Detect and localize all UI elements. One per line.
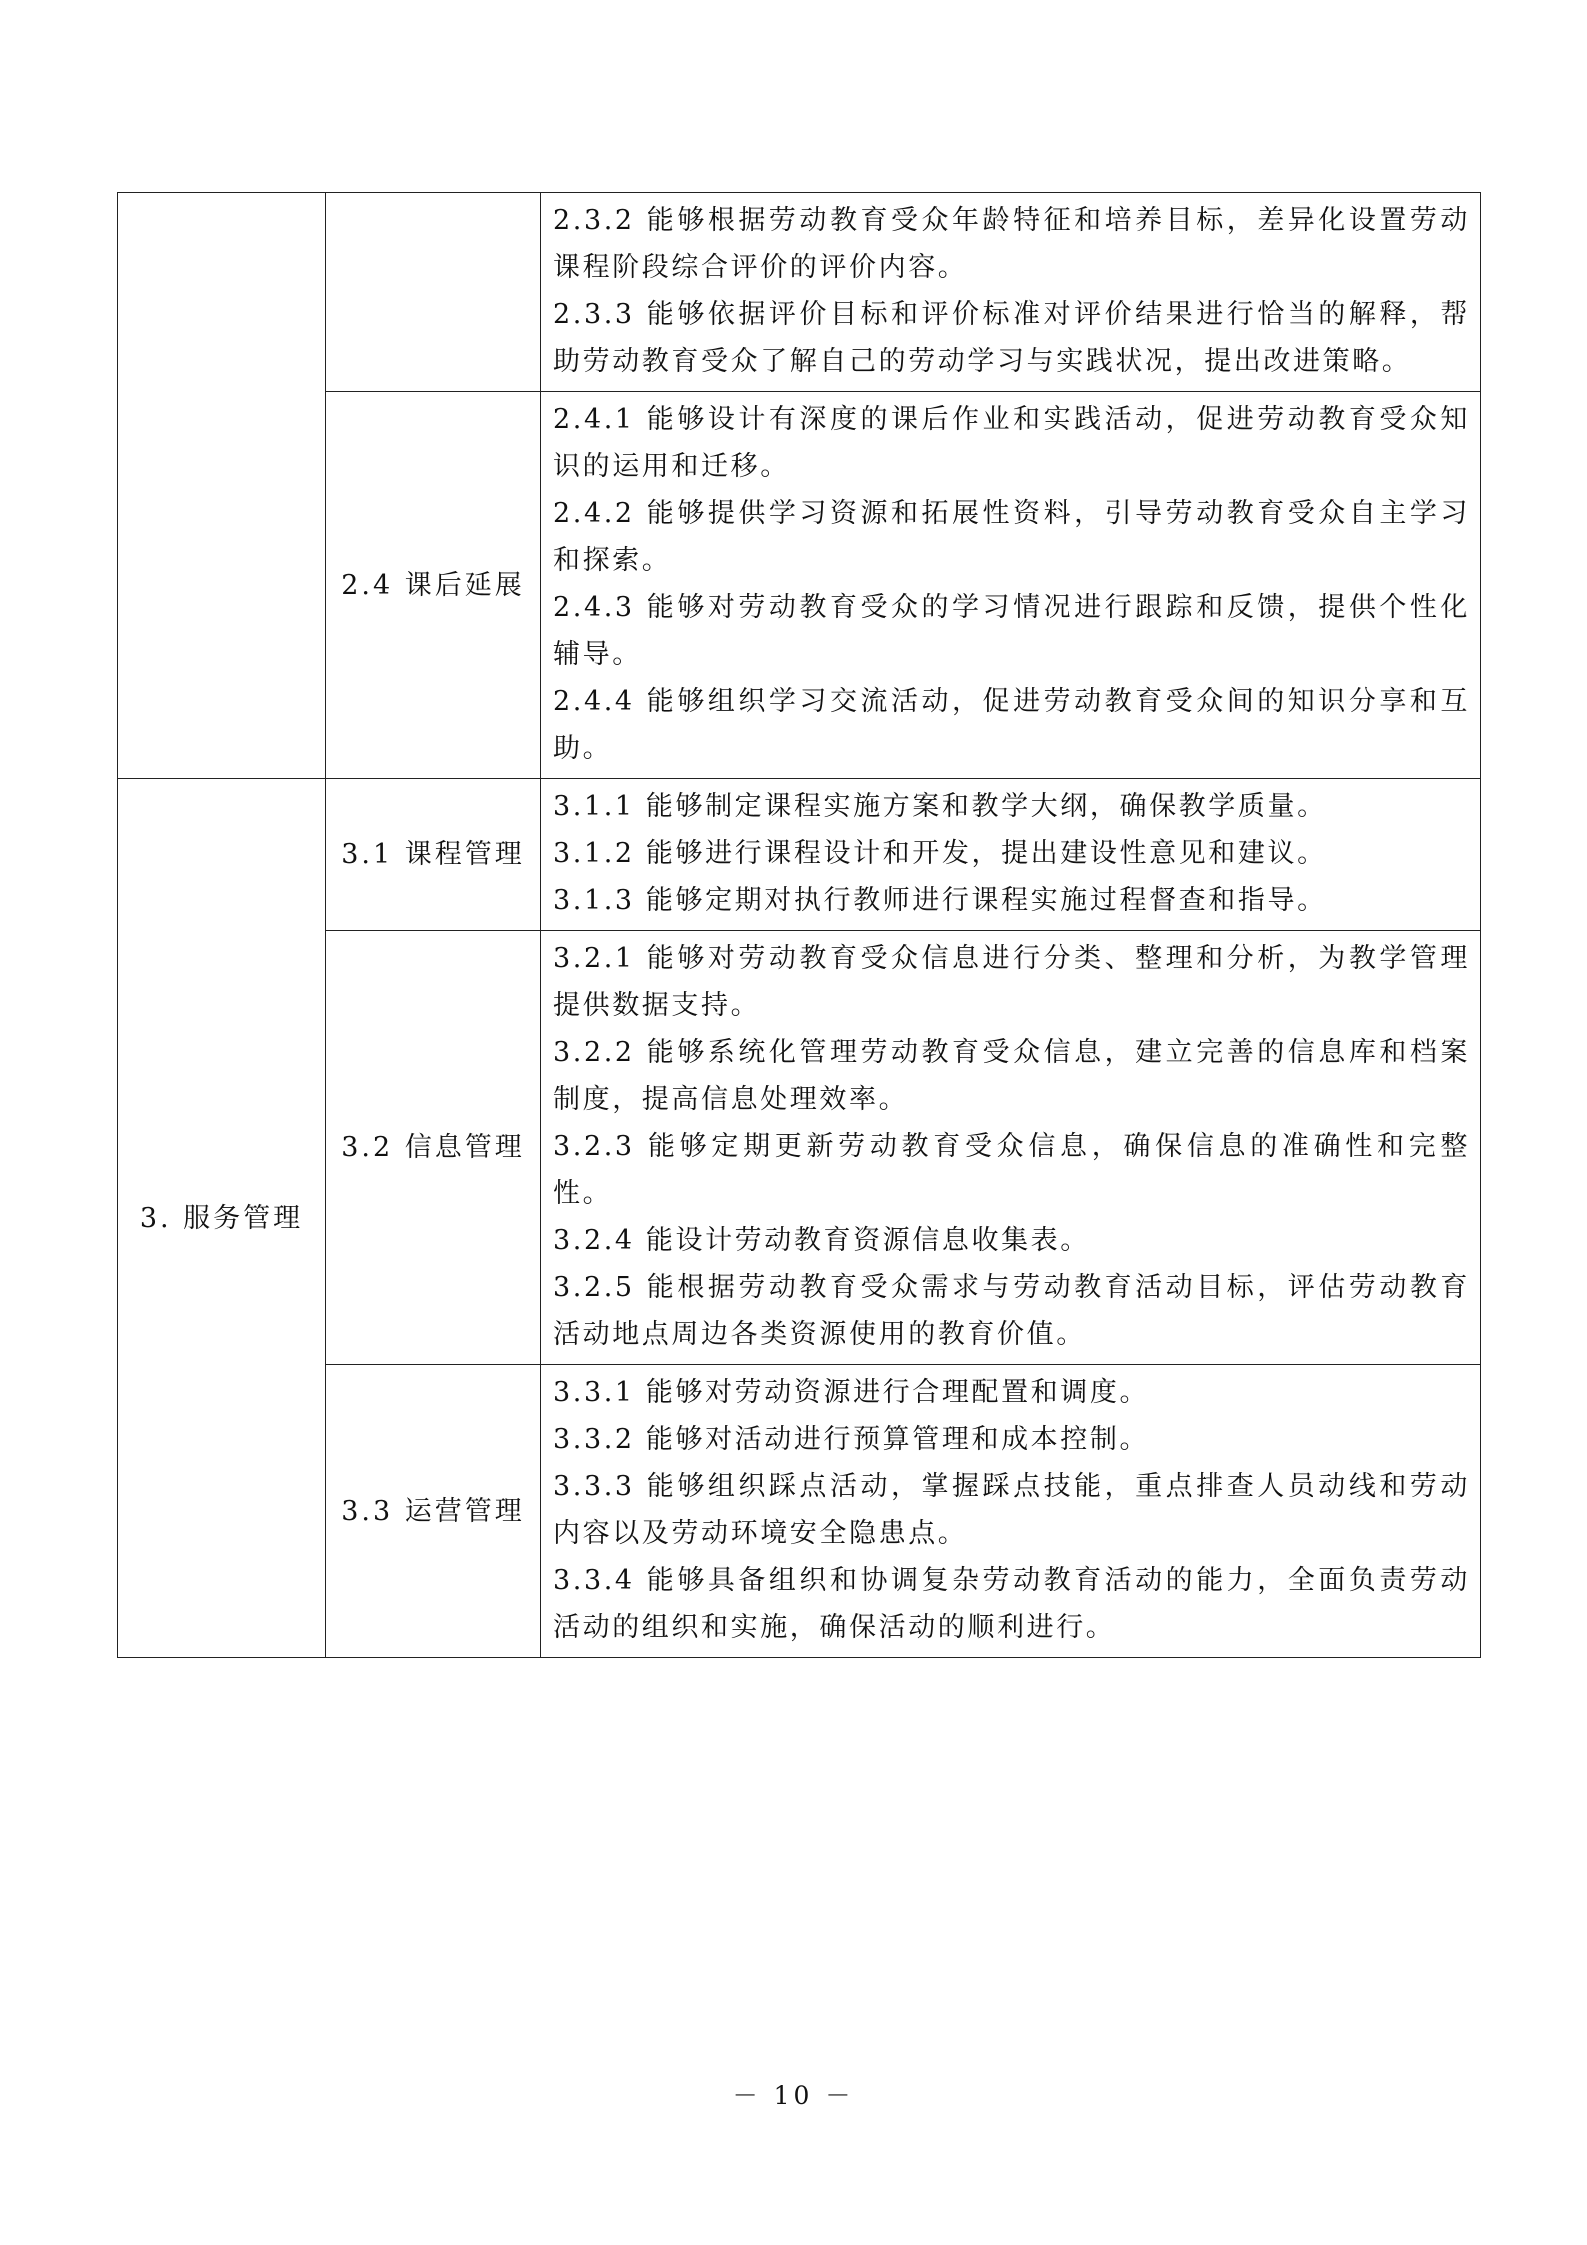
- item-3-2-5: 3.2.5 能根据劳动教育受众需求与劳动教育活动目标，评估劳动教育活动地点周边各类资源使用的教育价值。: [553, 1272, 1470, 1350]
- subcategory-label: 3.1 课程管理: [341, 839, 525, 870]
- items-cell: [541, 779, 1481, 931]
- category-label: 3. 服务管理: [139, 1202, 304, 1234]
- item-3-2-4: 3.2.4 能设计劳动教育资源信息收集表。: [553, 1225, 1090, 1256]
- table-row: [118, 779, 1481, 931]
- competency-table: [117, 192, 1481, 1658]
- item-2-4-4: 2.4.4 能够组织学习交流活动，促进劳动教育受众间的知识分享和互助。: [553, 686, 1470, 764]
- items-cell: [541, 1365, 1481, 1658]
- item-3-1-2: 3.1.2 能够进行课程设计和开发，提出建设性意见和建议。: [553, 838, 1327, 869]
- subcategory-cell-2-4: [326, 392, 541, 779]
- item-2-4-1: 2.4.1 能够设计有深度的课后作业和实践活动，促进劳动教育受众知识的运用和迁移。: [553, 404, 1470, 482]
- items-cell: [541, 392, 1481, 779]
- items-cell: [541, 931, 1481, 1365]
- subcategory-label: 3.2 信息管理: [341, 1132, 525, 1163]
- item-2-4-3: 2.4.3 能够对劳动教育受众的学习情况进行跟踪和反馈，提供个性化辅导。: [553, 592, 1470, 670]
- subcategory-label: 2.4 课后延展: [341, 569, 525, 601]
- item-2-4-2: 2.4.2 能够提供学习资源和拓展性资料，引导劳动教育受众自主学习和探索。: [553, 498, 1470, 576]
- item-3-3-2: 3.3.2 能够对活动进行预算管理和成本控制。: [553, 1424, 1150, 1455]
- item-3-1-1: 3.1.1 能够制定课程实施方案和教学大纲，确保教学质量。: [553, 791, 1327, 822]
- items-cell: [541, 193, 1481, 392]
- item-3-3-1: 3.3.1 能够对劳动资源进行合理配置和调度。: [553, 1377, 1150, 1408]
- item-3-2-3: 3.2.3 能够定期更新劳动教育受众信息，确保信息的准确性和完整性。: [553, 1131, 1470, 1209]
- category-cell-continued: [118, 193, 326, 779]
- item-2-3-2: 2.3.2 能够根据劳动教育受众年龄特征和培养目标，差异化设置劳动课程阶段综合评价的评价内容。: [553, 205, 1470, 283]
- item-3-2-1: 3.2.1 能够对劳动教育受众信息进行分类、整理和分析，为教学管理提供数据支持。: [553, 943, 1470, 1021]
- subcategory-cell-3-2: [326, 931, 541, 1365]
- item-3-3-4: 3.3.4 能够具备组织和协调复杂劳动教育活动的能力，全面负责劳动活动的组织和实施，确保活动的顺利进行。: [553, 1565, 1470, 1643]
- item-3-1-3: 3.1.3 能够定期对执行教师进行课程实施过程督查和指导。: [553, 885, 1327, 916]
- item-3-2-2: 3.2.2 能够系统化管理劳动教育受众信息，建立完善的信息库和档案制度，提高信息处理效率。: [553, 1037, 1470, 1115]
- subcategory-cell-continued: [326, 193, 541, 392]
- category-cell-3: [118, 779, 326, 1658]
- subcategory-label: 3.3 运营管理: [341, 1495, 525, 1527]
- subcategory-cell-3-3: [326, 1365, 541, 1658]
- item-3-3-3: 3.3.3 能够组织踩点活动，掌握踩点技能，重点排查人员动线和劳动内容以及劳动环境安全隐患点。: [553, 1471, 1470, 1549]
- subcategory-cell-3-1: [326, 779, 541, 931]
- page-number: － 10 －: [732, 2081, 855, 2110]
- item-2-3-3: 2.3.3 能够依据评价目标和评价标准对评价结果进行恰当的解释，帮助劳动教育受众了解自己的劳动学习与实践状况，提出改进策略。: [553, 299, 1470, 377]
- table-row: [118, 193, 1481, 392]
